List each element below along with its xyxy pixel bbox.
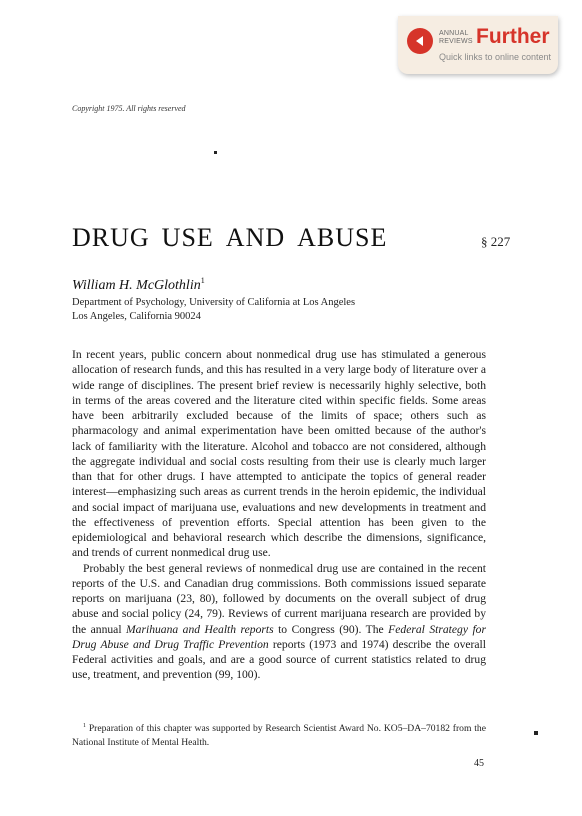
- title-word: USE: [161, 223, 214, 252]
- title-word: ABUSE: [297, 223, 388, 252]
- title-word: AND: [225, 223, 286, 252]
- author-name: [72, 276, 205, 294]
- further-banner[interactable]: [398, 16, 558, 74]
- quick-links-label[interactable]: Quick links to online content: [439, 52, 552, 62]
- body-paragraph: [72, 561, 486, 683]
- affiliation-line: Los Angeles, California 90024: [72, 310, 201, 322]
- copyright-notice: Copyright 1975. All rights reserved: [72, 104, 186, 113]
- author-affiliation: [72, 296, 355, 323]
- footnote-mark: 1: [83, 723, 86, 729]
- body-italic: Federal Strategy for Drug Abuse and Drug Traffic Prevention: [72, 622, 486, 651]
- scan-speck: [214, 151, 217, 154]
- author-name-text: William H. McGlothlin: [72, 278, 201, 293]
- article-title: [72, 223, 387, 253]
- section-number: § 227: [481, 234, 511, 249]
- scan-speck: [534, 731, 538, 735]
- body-text: Probably the best general reviews of nonmedical drug use are contained in the recent reports of the U.S. and Canadian drug commissions. Both commissions issued separate reports on marijuana (23, 80), followed by documents on the overall subject of drug abuse and social policy (24, 79). Reviews of current marijuana research are provided by the annual: [72, 561, 486, 636]
- footnote-text: Preparation of this chapter was supported by Research Scientist Award No. KO5–DA–70182 from the National Institute of Mental Health.: [72, 723, 486, 748]
- annual-reviews-logo: ANNUAL REVIEWS: [439, 30, 473, 45]
- footnote: [72, 719, 486, 750]
- page-number: 45: [474, 758, 484, 769]
- further-label[interactable]: Further: [476, 25, 550, 48]
- body-italic: Marihuana and Health reports: [126, 622, 274, 636]
- title-word: DRUG: [72, 223, 150, 252]
- play-left-icon[interactable]: [407, 28, 433, 54]
- body-paragraph: In recent years, public concern about nonmedical drug use has stimulated a generous allocation of research funds, and this has resulted in a very large body of literature over a wide range of disciplines. The present brief review is necessarily highly selective, both in terms of the areas covered and the literature cited within specific fields. Some areas have been arbitrarily excluded because of the limits of space; others such as pharmacology and animal experimentation have been omitted because of the author's lack of familiarity with the literature. Alcohol and tobacco are not considered, although the aggregate individual and social costs resulting from their use is clearly much larger than that for other drugs. I have attempted to anticipate the topics of general reader interest—emphasizing such areas as current trends in the heroin epidemic, the individual and social impact of marijuana use, evaluations and new developments in treatment and the effectiveness of prevention efforts. Special attention has been given to the epidemiological and behavioral research which describe the dimensions, significance, and trends of current nonmedical drug use.: [72, 348, 486, 560]
- body-text: to Congress (90). The: [273, 622, 389, 636]
- body-text: reports (1973 and 1974) describe the overall Federal activities and goals, and are a good source of current statistics related to drug use, treatment, and prevention (99, 100).: [72, 637, 486, 682]
- affiliation-line: Department of Psychology, University of California at Los Angeles: [72, 297, 356, 308]
- article-body: [72, 347, 486, 683]
- author-footnote-mark: 1: [200, 276, 205, 285]
